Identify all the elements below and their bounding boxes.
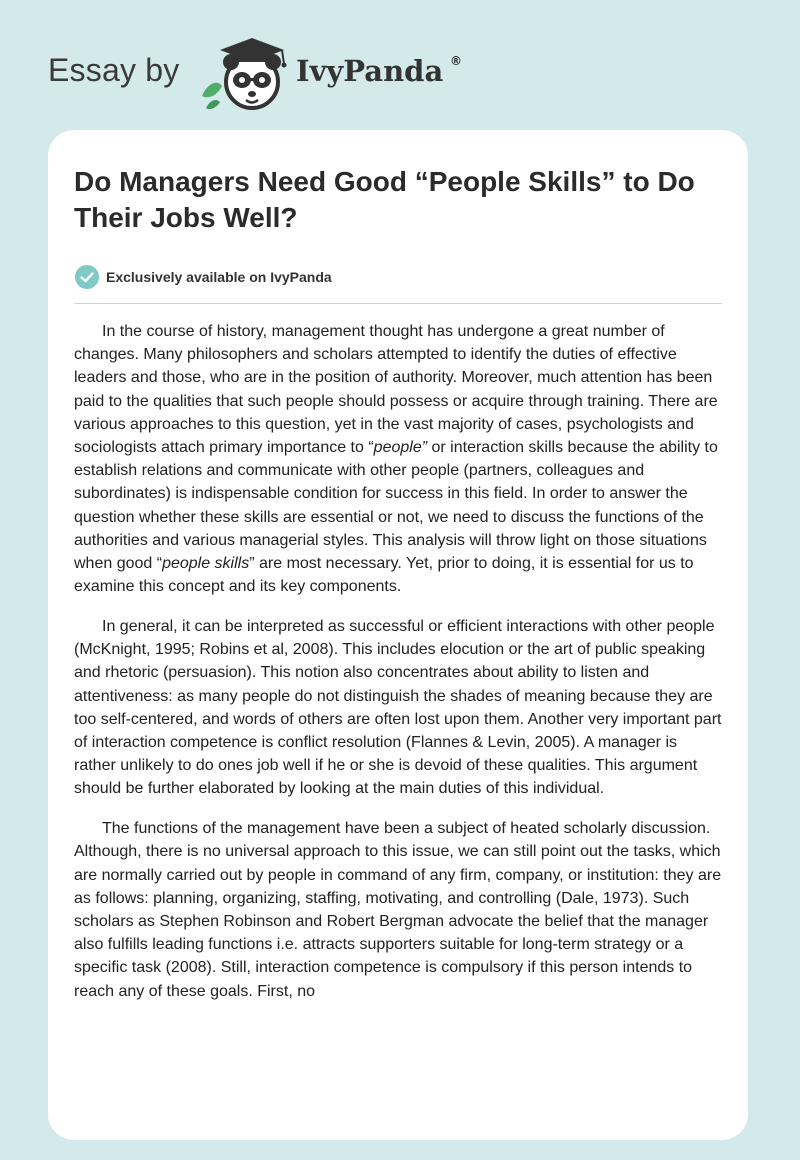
article-body bbox=[74, 320, 722, 1019]
page-title: Do Managers Need Good “People Skills” to Do Their Jobs Well? bbox=[74, 166, 695, 233]
divider bbox=[74, 303, 722, 304]
emphasis-text: people skills bbox=[162, 555, 250, 573]
paragraph-text: In general, it can be interpreted as successful or efficient interactions with other people (McKnight, 1995; Robins et al, 2008). This includes elocution or the art of public speaking and rhetoric (persuasion). This notion also concentrates about ability to listen and attentiveness: as many people do not distinguish the shades of meaning because they are too self-centered, and words of others are often lost upon them. Another very important part of interaction competence is conflict resolution (Flannes & Levin, 2005). A manager is rather unlikely to do ones job well if he or she is devoid of these qualities. This argument should be further elaborated by looking at the main duties of this individual. bbox=[74, 618, 722, 798]
exclusive-label: Exclusively available on IvyPanda bbox=[106, 269, 332, 285]
paragraph bbox=[74, 615, 722, 801]
paragraph-text: The functions of the management have been a subject of heated scholarly discussion. Although, there is no universal approach to this issue, we can still point out the tasks, which are normally carried out by people in command of any firm, company, or institution: they are as follows: planning, organizing, staffing, motivating, and controlling (Dale, 1973). Such scholars as Stephen Robinson and Robert Bergman advocate the belief that the manager also fulfills leading functions i.e. attracts supporters suitable for long-term strategy or a specific task (2008). Still, interaction competence is compulsory if this person intends to reach any of these goals. First, no bbox=[74, 820, 722, 1000]
paragraph-text: ” are most necessary. Yet, prior to doing, it is essential for us to examine this concept and its key components. bbox=[74, 555, 694, 596]
check-circle-icon bbox=[74, 264, 100, 290]
emphasis-text: people” bbox=[373, 439, 428, 457]
paragraph-text: In the course of history, management thought has undergone a great number of changes. Many philosophers and scholars attempted to identify the duties of effective leaders and those, who are in the position of authority. Moreover, much attention has been paid to the qualities that such people should possess or acquire through training. There are various approaches to this question, yet in the vast majority of cases, psychologists and sociologists attach primary importance to “ bbox=[74, 323, 718, 457]
panda-graduate-icon bbox=[198, 34, 294, 114]
brand-header bbox=[48, 34, 508, 114]
paragraph bbox=[74, 817, 722, 1003]
essay-card bbox=[48, 130, 748, 1140]
paragraph-text: or interaction skills because the ability to establish relations and communicate with other people (partners, colleagues and subordinates) is indispensable condition for success in this field. In order to answer the question whether these skills are essential or not, we need to discuss the functions of the authorities and various managerial styles. This analysis will throw light on those situations when good “ bbox=[74, 439, 718, 573]
brand-prefix: Essay by bbox=[48, 52, 180, 88]
registered-mark: ® bbox=[450, 54, 462, 68]
exclusive-badge bbox=[74, 264, 474, 290]
brand-name: IvyPanda bbox=[296, 54, 444, 88]
paragraph bbox=[74, 320, 722, 598]
